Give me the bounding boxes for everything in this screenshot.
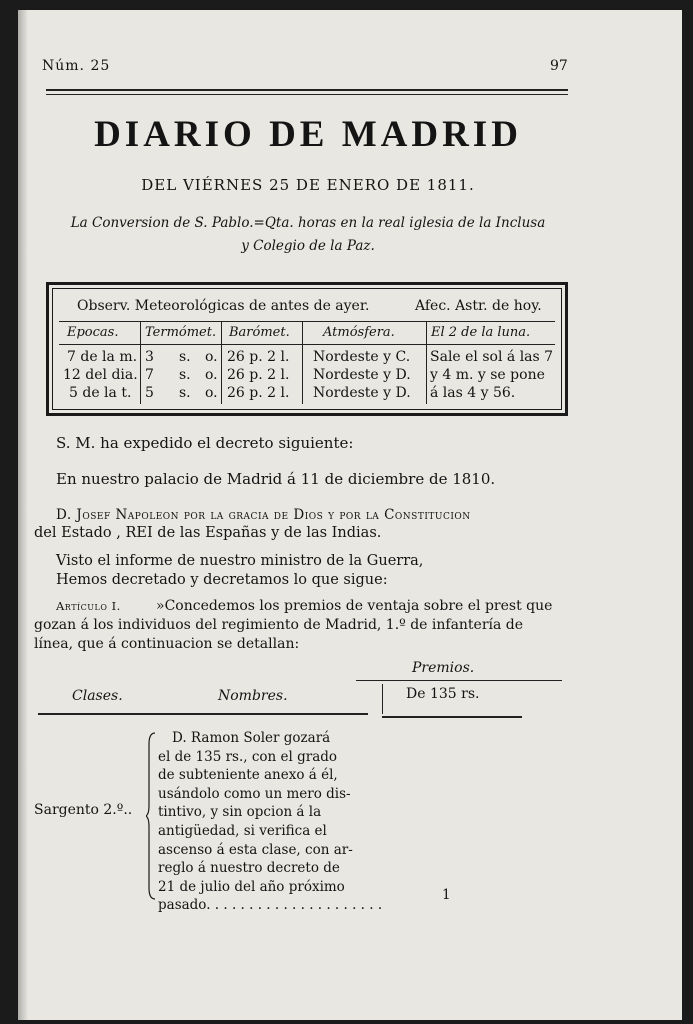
premios-label: Premios. bbox=[412, 660, 475, 676]
col-luna: El 2 de la luna. bbox=[431, 325, 531, 340]
row-term: o. bbox=[205, 367, 218, 383]
article-line-3: línea, que á continuacion se detallan: bbox=[34, 636, 300, 652]
saint-line-1: La Conversion de S. Pablo.=Qta. horas en la real iglesia de la Inclusa bbox=[70, 215, 546, 231]
top-rule-thin bbox=[46, 94, 568, 95]
col-barometro: Barómet. bbox=[229, 325, 290, 340]
row-atmosfera: Nordeste y C. bbox=[313, 349, 411, 365]
king-title-line-1: D. Josef Napoleon por la gracia de Dios y por la Constitucion bbox=[56, 507, 471, 523]
col-clases: Clases. bbox=[72, 688, 123, 704]
row-term: 7 bbox=[145, 367, 154, 383]
col-termometro: Termómet. bbox=[145, 325, 217, 340]
row-term: 5 bbox=[145, 385, 154, 401]
row-term: o. bbox=[205, 385, 218, 401]
premios-rule bbox=[356, 680, 562, 681]
hemos-line: Hemos decretado y decretamos lo que sigue: bbox=[56, 572, 388, 588]
row-atmosfera: Nordeste y D. bbox=[313, 385, 411, 401]
page-number: 97 bbox=[550, 58, 568, 74]
col-divider bbox=[382, 684, 383, 714]
col-atmosfera: Atmósfera. bbox=[323, 325, 395, 340]
left-brace bbox=[146, 732, 156, 900]
visto-line: Visto el informe de nuestro ministro de la Guerra, bbox=[56, 553, 424, 569]
saint-of-day bbox=[32, 212, 584, 258]
top-rule bbox=[46, 89, 568, 91]
table-header-rule-right bbox=[382, 716, 522, 718]
decree-intro: S. M. ha expedido el decreto siguiente: bbox=[56, 434, 354, 452]
article-line-2: gozan á los individuos del regimiento de Madrid, 1.º de infantería de bbox=[34, 617, 524, 633]
row-text-line: pasado. . . . . . . . . . . . . . . . . . . . . bbox=[158, 897, 383, 914]
row-class-sargento: Sargento 2.º.. bbox=[34, 802, 133, 818]
row-epoca: 5 de la t. bbox=[69, 385, 132, 401]
col-nombres: Nombres. bbox=[218, 688, 288, 704]
row-text-line: de subteniente anexo á él, bbox=[158, 767, 338, 784]
king-title-line-2: del Estado , REI de las Españas y de las Indias. bbox=[34, 525, 382, 541]
row-text-line: el de 135 rs., con el grado bbox=[158, 748, 338, 765]
article-label: Artículo I. bbox=[56, 599, 121, 613]
astro-line: y 4 m. y se pone bbox=[430, 367, 545, 383]
saint-line-2: y Colegio de la Paz. bbox=[241, 238, 375, 254]
row-text bbox=[158, 729, 382, 915]
col-divider bbox=[140, 322, 141, 404]
row-term: s. bbox=[179, 385, 191, 401]
row-text-line: tintivo, y sin opcion á la bbox=[158, 804, 322, 821]
row-barometro: 26 p. 2 l. bbox=[227, 385, 290, 401]
row-term: s. bbox=[179, 367, 191, 383]
col-divider bbox=[426, 322, 427, 404]
table-header-rule bbox=[38, 713, 368, 715]
weather-cols-rule bbox=[59, 344, 555, 345]
date-line: DEL VIÉRNES 25 DE ENERO DE 1811. bbox=[141, 176, 475, 194]
row-epoca: 7 de la m. bbox=[67, 349, 138, 365]
col-divider bbox=[302, 322, 303, 404]
col-epocas: Epocas. bbox=[67, 325, 119, 340]
newspaper-page bbox=[18, 10, 682, 1020]
weather-table bbox=[46, 282, 568, 416]
row-barometro: 26 p. 2 l. bbox=[227, 367, 290, 383]
col-divider bbox=[221, 322, 222, 404]
weather-header-rule bbox=[59, 321, 555, 322]
row-text-line: D. Ramon Soler gozará bbox=[172, 730, 331, 746]
row-text-line: usándolo como un mero dis- bbox=[158, 785, 351, 802]
article-line-1: »Concedemos los premios de ventaja sobre el prest que bbox=[156, 598, 553, 614]
row-text-line: reglo á nuestro decreto de bbox=[158, 860, 340, 877]
row-term: 3 bbox=[145, 349, 154, 365]
astro-heading: Afec. Astr. de hoy. bbox=[415, 298, 542, 314]
row-text-line: antigüedad, si verifica el bbox=[158, 822, 327, 839]
astro-line: Sale el sol á las 7 bbox=[430, 349, 554, 365]
row-epoca: 12 del dia. bbox=[63, 367, 138, 383]
row-text-line: ascenso á esta clase, con ar- bbox=[158, 841, 353, 858]
decree-place-date: En nuestro palacio de Madrid á 11 de diciembre de 1810. bbox=[56, 470, 496, 488]
col-amount: De 135 rs. bbox=[406, 686, 480, 702]
issue-number: Núm. 25 bbox=[42, 58, 111, 74]
row-term: s. bbox=[179, 349, 191, 365]
astro-line: á las 4 y 56. bbox=[430, 385, 516, 401]
row-term: o. bbox=[205, 349, 218, 365]
weather-heading: Observ. Meteorológicas de antes de ayer. bbox=[77, 298, 370, 314]
masthead-title: DIARIO DE MADRID bbox=[94, 114, 522, 155]
row-barometro: 26 p. 2 l. bbox=[227, 349, 290, 365]
row-text-line: 21 de julio del año próximo bbox=[158, 878, 345, 895]
row-amount: 1 bbox=[442, 887, 451, 903]
row-atmosfera: Nordeste y D. bbox=[313, 367, 411, 383]
